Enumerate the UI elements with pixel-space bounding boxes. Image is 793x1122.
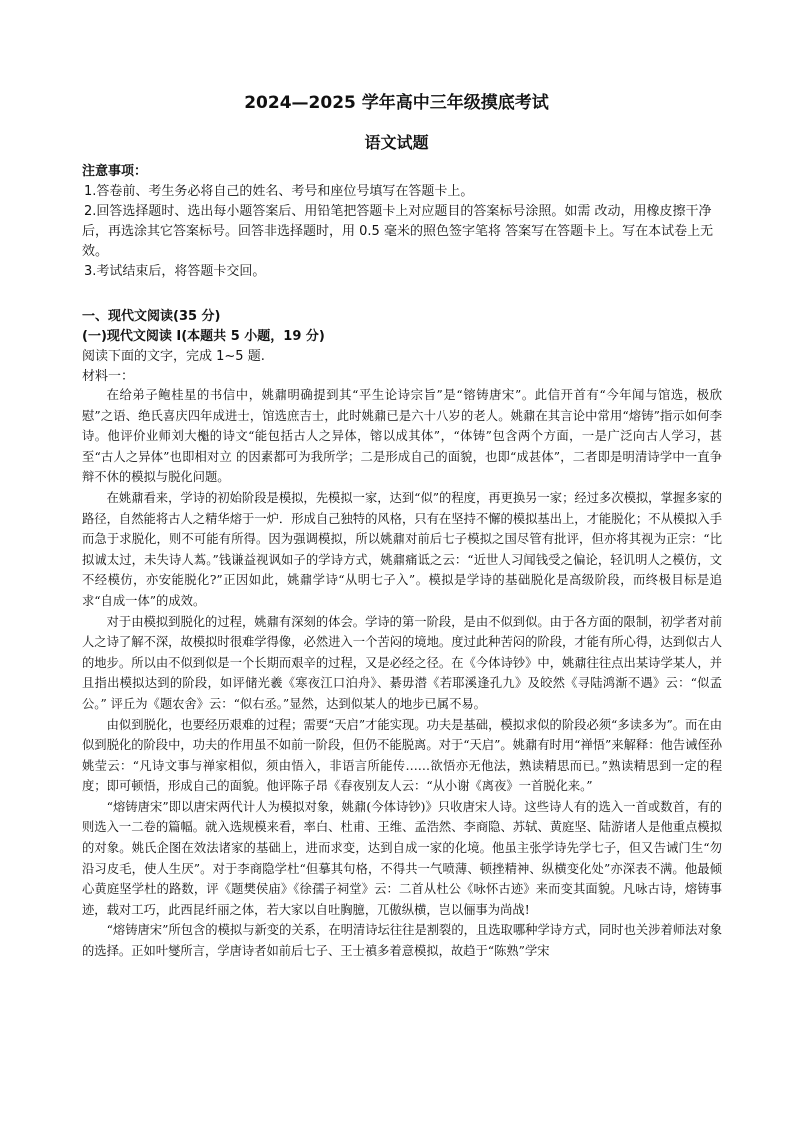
notes-block (82, 162, 722, 282)
notes-heading: 注意事项： (82, 164, 148, 179)
paragraph-5: “熔铸唐宋”即以唐宋两代计人为模拟对象，姚鼐(今体诗钞)》只收唐宋人诗。这些诗人有的选入一首或数首，有的则选入一二卷的篇幅。就入选规模来看，率白、杜甫、王维、孟浩然、李商隐、苏轼、黄庭坚、陆游诸人是他重点模拟的对象。姚氏企图在效法诸家的基础上，进而求变，达到自成一家的化境。他虽主张学诗先学七子，但又告诫门生“勿沿习皮毛，使人生厌”。对于李商隐学杜“但摹其句格，不得共一气喷薄、顿挫精神、纵横变化处”亦深表不满。他最倾心黄庭坚学杜的路数，评《题樊侯庙》《徐孺子祠堂》云：二首从杜公《咏怀古迹》来而变其面貌。凡咏古诗，熔铸事迹，载对工巧，此西昆纤丽之体，若大家以自吐胸臆，兀傲纵横，岂以俪事为尚战! (82, 799, 722, 917)
paragraph-3: 对于由模拟到脱化的过程，姚鼐有深刻的体会。学诗的第一阶段，是由不似到似。由于各方面的限制，初学者对前人之诗了解不深，故模拟时很难学得像，必然进入一个苦闷的境地。度过此种苦闷的阶段，才能有所心得，达到似古人的地步。所以由不似到似是一个长期而艰辛的过程，又是必经之径。在《今体诗钞》中，姚鼐往往点出某诗学某人，并且指出模拟达到的阶段，如评储光羲《寒夜江口泊舟》、綦毋潜《若耶溪逢孔九》及皎然《寻陆鸿渐不遇》云：“似孟公。” 评丘为《题农舍》云：“似右丞。”显然，达到似某人的地步已属不易。 (82, 614, 722, 711)
reading-instruction: 阅读下面的文字，完成 1~5 题. (82, 349, 265, 364)
subsection-heading: (一)现代文阅读 I(本题共 5 小题，19 分) (82, 329, 325, 344)
paragraph-1: 在给弟子鲍桂星的书信中，姚鼐明确提到其“平生论诗宗旨”是“镕铸唐宋”。此信开首有“今年闻与馆选，极欣慰”之语、绝氏喜庆四年成进士，馆选庶吉士，此时姚鼐已是六十八岁的老人。姚鼐在其言论中常用“熔铸”指示如何李诗。他评价业师刘大櫆的诗文“能包括古人之异体，镕以成其体”，“体铸”包含两个方面，一是广泛向古人学习，甚至“古人之异体”也即相对立 的因素都可为我所学；二是形成自己的面貌，也即“成甚体”，二者即是明清诗学中一直争辩不休的模拟与脱化问题。 (82, 388, 722, 485)
note-item-2: 2.回答选择题时、选出每小题答案后、用铅笔把答题卡上对应题目的答案标号涂照。如需 改动，用橡皮擦干净后，再选涂其它答案标号。回答非选择题时，用 0.5 毫米的照色签字笔将 答案写在答题卡上。写在本试卷上无效。 (82, 204, 714, 259)
paragraph-6: “熔铸唐宋”所包含的模拟与新变的关系，在明清诗坛往往是割裂的，且选取哪种学诗方式，同时也关涉着师法对象的选择。正如叶燮所言，学唐诗者如前后七子、王士禛多着意模拟，故趋于“陈熟”学宋 (82, 923, 722, 959)
note-item-3: 3.考试结束后，将答题卡交回。 (84, 264, 266, 279)
material-label: 材料一： (82, 369, 135, 384)
subject-title: 语文试题 (364, 133, 429, 152)
paragraph-2: 在姚鼐看来，学诗的初始阶段是模拟，先模拟一家，达到“似”的程度，再更换另一家；经过多次模拟，掌握多家的路径，自然能将古人之精华熔于一炉．形成自己独特的风格，只有在坚持不懈的模拟基出上，才能脱化；不从模拟入手而急于求脱化，则不可能有所得。因为强调模拟，所以姚鼐对前后七子模拟之国尽管有批评，但亦将其视为正宗：“比拟诚太过，未失诗人蒍。”钱谦益视讽如子的学诗方式，姚鼐痛诋之云：“近世人习闻钱受之偏论，轻讥明人之模仿，文不经模仿，亦安能脱化?”正因如此，姚鼐学诗“从明七子入”。模拟是学诗的基础脱化是高级阶段，而终极目标是追求“自成一体”的成效。 (82, 490, 722, 608)
paragraph-4: 由似到脱化，也要经历艰难的过程；需要“天启”才能实现。功夫是基础，模拟求似的阶段必须“多读多为”。而在由似到脱化的阶段中，功夫的作用虽不如前一阶段，但仍不能脱离。对于“天启”。姚鼐有时用“禅悟”来解释：他告诫侄孙姚莹云：“凡诗文事与禅家相似，须由悟入，非语言所能传……欲悟亦无他法，熟读精思而已。”熟读精思到一定的程度；即可顿悟，形成自己的面貌。他评陈子昂《春夜别友人云：“从小谢《离夜》一首脱化来。” (82, 717, 722, 794)
exam-title: 2024—2025 学年高中三年级摸底考试 (244, 93, 549, 113)
material-text (82, 385, 722, 962)
section-heading: 一、现代文阅读(35 分) (82, 309, 221, 324)
note-item-1: 1.答卷前、考生务必将自己的姓名、考号和座位号填写在答题卡上。 (84, 184, 474, 199)
